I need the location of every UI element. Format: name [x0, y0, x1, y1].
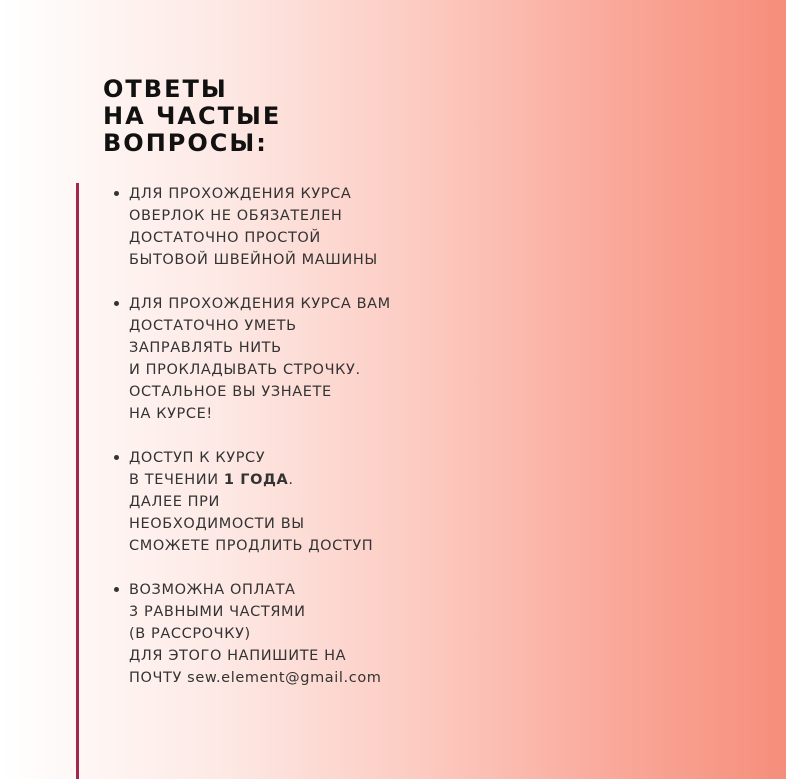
- faq-line: ВОЗМОЖНА ОПЛАТА: [129, 582, 296, 598]
- faq-line: И ПРОКЛАДЫВАТЬ СТРОЧКУ.: [129, 362, 361, 378]
- faq-line: ДЛЯ ПРОХОЖДЕНИЯ КУРСА ВАМ: [129, 296, 391, 312]
- faq-line: НА КУРСЕ!: [129, 406, 213, 422]
- bullet-icon: [114, 587, 119, 592]
- title-line-3: ВОПРОСЫ:: [103, 129, 268, 157]
- faq-line-email: [129, 667, 391, 689]
- faq-line: НЕОБХОДИМОСТИ ВЫ: [129, 516, 305, 532]
- faq-item-payment: [113, 579, 391, 689]
- title-line-1: ОТВЕТЫ: [103, 75, 228, 103]
- email-prefix: ПОЧТУ: [129, 670, 188, 686]
- email-address: sew.element@gmail.com: [187, 670, 382, 686]
- faq-line: ДОСТАТОЧНО УМЕТЬ: [129, 318, 297, 334]
- bullet-icon: [114, 455, 119, 460]
- accent-divider: [76, 183, 79, 779]
- faq-line-duration: [129, 469, 391, 491]
- title-line-2: НА ЧАСТЫЕ: [103, 102, 282, 130]
- page-title: [103, 76, 281, 157]
- faq-line: СМОЖЕТЕ ПРОДЛИТЬ ДОСТУП: [129, 538, 374, 554]
- faq-line: ДАЛЕЕ ПРИ: [129, 494, 220, 510]
- faq-line: ОСТАЛЬНОЕ ВЫ УЗНАЕТЕ: [129, 384, 332, 400]
- faq-line: (В РАССРОЧКУ): [129, 626, 251, 642]
- faq-line: ОВЕРЛОК НЕ ОБЯЗАТЕЛЕН: [129, 208, 343, 224]
- faq-line: ДОСТУП К КУРСУ: [129, 450, 266, 466]
- faq-line: 3 РАВНЫМИ ЧАСТЯМИ: [129, 604, 306, 620]
- bullet-icon: [114, 191, 119, 196]
- faq-item-overlock: [113, 183, 391, 271]
- duration-highlight: 1 ГОДА: [223, 472, 289, 488]
- bullet-icon: [114, 301, 119, 306]
- faq-line: ЗАПРАВЛЯТЬ НИТЬ: [129, 340, 282, 356]
- duration-prefix: В ТЕЧЕНИИ: [129, 472, 224, 488]
- faq-line: ДОСТАТОЧНО ПРОСТОЙ: [129, 230, 321, 246]
- faq-item-access: [113, 447, 391, 557]
- faq-list: [113, 183, 391, 711]
- duration-suffix: .: [288, 472, 294, 488]
- faq-line: БЫТОВОЙ ШВЕЙНОЙ МАШИНЫ: [129, 252, 378, 268]
- faq-line: ДЛЯ ПРОХОЖДЕНИЯ КУРСА: [129, 186, 352, 202]
- faq-line: ДЛЯ ЭТОГО НАПИШИТЕ НА: [129, 648, 347, 664]
- faq-item-skills: [113, 293, 391, 425]
